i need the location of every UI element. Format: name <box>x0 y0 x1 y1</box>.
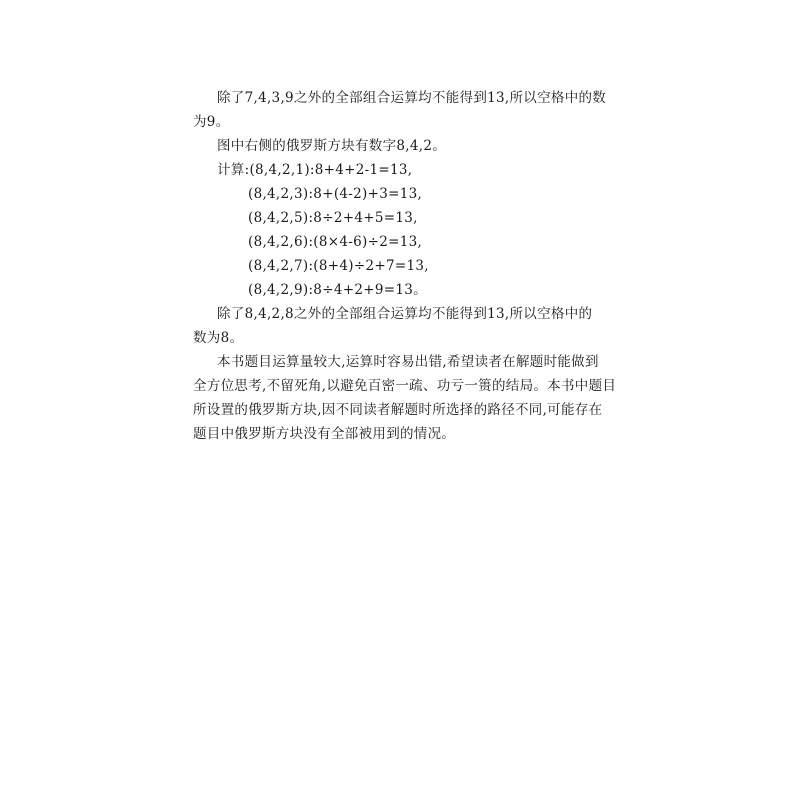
text-line-4: 除了8,4,2,8之外的全部组合运算均不能得到13,所以空格中的 <box>217 306 593 322</box>
text-line-1: 除了7,4,3,9之外的全部组合运算均不能得到13,所以空格中的数 <box>217 90 607 106</box>
text-line-7: 全方位思考,不留死角,以避免百密一疏、功亏一篑的结局。本书中题目 <box>193 378 617 394</box>
text-line-9: 题目中俄罗斯方块没有全部被用到的情况。 <box>193 426 456 442</box>
calc-line-4: (8,4,2,6):(8×4-6)÷2=13, <box>248 234 423 250</box>
text-line-8: 所设置的俄罗斯方块,因不同读者解题时所选择的路径不同,可能存在 <box>193 402 603 418</box>
text-line-5: 数为8。 <box>193 330 244 346</box>
calc-line-5: (8,4,2,7):(8+4)÷2+7=13, <box>248 258 429 274</box>
text-line-6: 本书题目运算量较大,运算时容易出错,希望读者在解题时能做到 <box>217 354 599 370</box>
text-line-2: 为9。 <box>193 114 230 130</box>
calc-line-1: 计算:(8,4,2,1):8+4+2-1=13, <box>217 162 413 178</box>
calc-line-3: (8,4,2,5):8÷2+4+5=13, <box>248 210 418 226</box>
text-line-3: 图中右侧的俄罗斯方块有数字8,4,2。 <box>217 138 447 154</box>
calc-line-2: (8,4,2,3):8+(4-2)+3=13, <box>248 186 423 202</box>
calc-line-6: (8,4,2,9):8÷4+2+9=13。 <box>248 282 427 298</box>
